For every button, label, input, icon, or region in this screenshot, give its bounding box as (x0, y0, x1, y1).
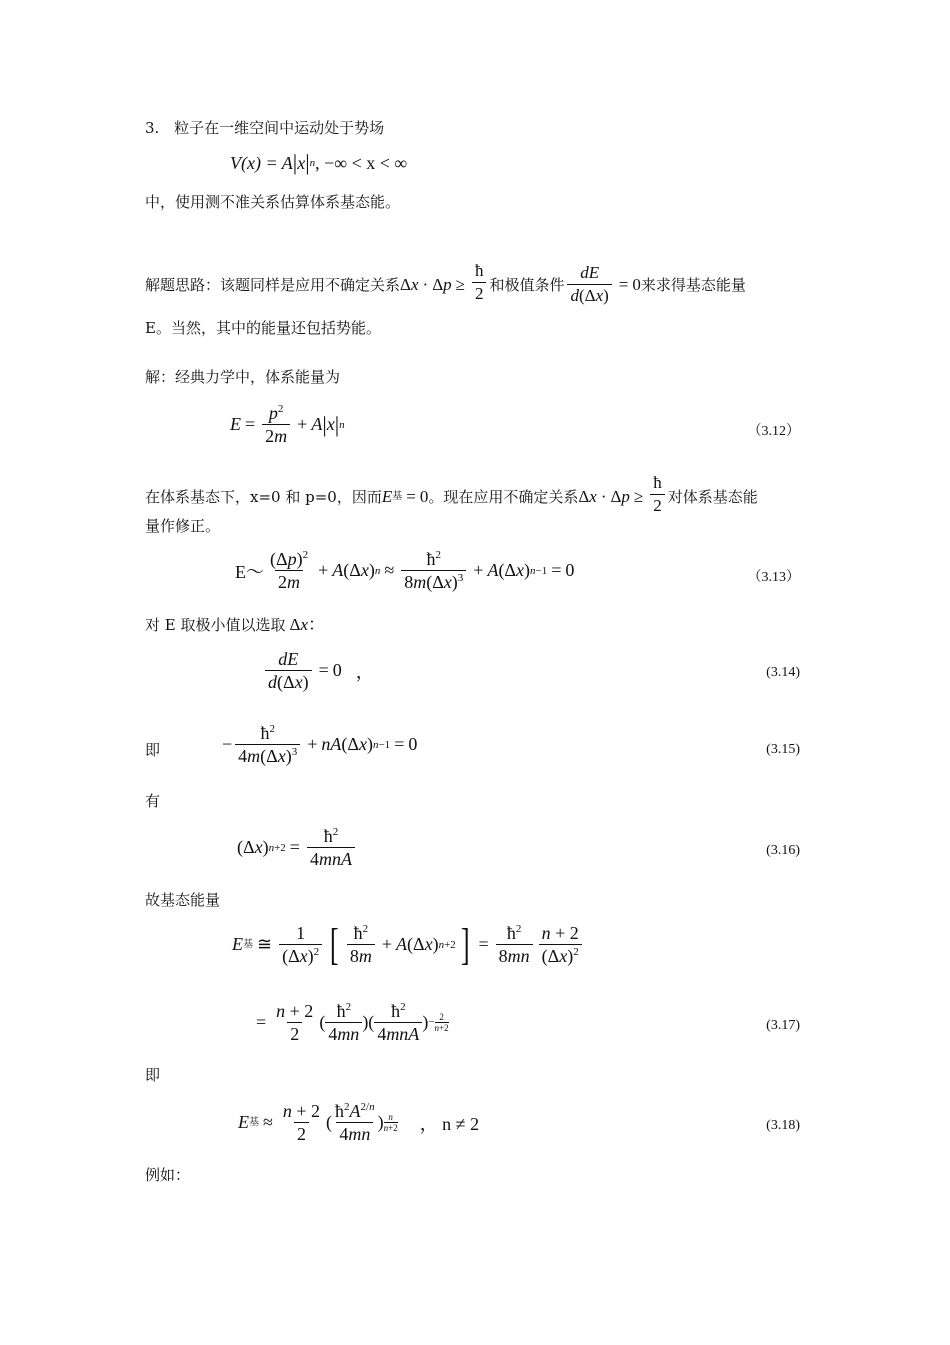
approach-line2: E。当然，其中的能量还包括势能。 (145, 319, 381, 337)
potential-lhs: V(x) = A (230, 152, 293, 173)
eqnum-3-17: (3.17) (766, 1018, 800, 1033)
uncertainty-relation-2: Δ x · Δ p ≥ $\frac{ħ}{2}$ (578, 476, 667, 517)
equation-3-12: E = $\frac{p^2}{2m}$ + A | x | n (230, 403, 345, 446)
approach-text3: 来求得基态能量 (640, 275, 746, 294)
ground-state-line2: 量作修正。 (145, 517, 221, 535)
eqnum-3-12: （3.12） (747, 424, 800, 439)
uncertainty-relation: Δ x · Δ p ≥ $\frac{ħ}{2}$ (400, 264, 489, 305)
eqnum-3-13: （3.13） (747, 570, 800, 585)
problem-number: 3. (145, 119, 160, 137)
eqnum-3-14: (3.14) (766, 665, 800, 680)
eqnum-3-16: (3.16) (766, 843, 800, 858)
equation-3-17b: = $\frac{n + 2}{2}$ ( $\frac{ħ^2}{4mn}$ )( $\frac{ħ^2}{\text{4mnA}}$ ) − $\frac{2}{n+2}$ (256, 1001, 449, 1044)
ground-state-text1: 在体系基态下，x=0 和 p=0，因而 (145, 487, 382, 506)
comma: ， (355, 661, 374, 682)
gu-label: 故基态能量 (145, 891, 221, 909)
problem-task: 中，使用测不准关系估算体系基态能。 (145, 193, 401, 211)
ground-energy-zero: E 基 = 0 (381, 486, 429, 506)
eqnum-3-18: (3.18) (766, 1118, 800, 1133)
approach-label: 解题思路： (145, 275, 221, 294)
minimize-text: 对 E 取极小值以选取 (145, 616, 286, 634)
extremum-condition: $\frac{dE}{d(\Delta x)}$ = 0 (564, 262, 640, 307)
equation-3-15: − $\frac{ħ^2}{4m(\Delta x)^3}$ + nA (Δ x ) n−1 = 0 (222, 723, 418, 766)
ji-label-2: 即 (145, 1066, 161, 1084)
ji-label-1: 即 (145, 741, 161, 759)
ground-state-paragraph (145, 473, 758, 517)
n-neq-2: ， n ≠ 2 (419, 1113, 480, 1134)
you-label: 有 (145, 792, 161, 810)
approach-text1: 该题同样是应用不确定关系 (220, 275, 401, 294)
approach-paragraph (145, 262, 746, 307)
potential-range: , −∞ < x < ∞ (315, 152, 408, 173)
equation-3-13: E～ $\frac{(\Delta p)^2}{2m}$ + A (Δ x ) n ≈ $\frac{ħ^2}{8m(\Delta x)^3}$ + A (Δ x ) n−1 = 0 (235, 549, 575, 592)
minimize-paragraph: 对 E 取极小值以选取 Δ x ： (145, 615, 325, 634)
ground-state-text2: 。现在应用不确定关系 (428, 487, 579, 506)
equation-3-17a: E 基 ≅ $\frac{1}{(\Delta x)^2}$ [ $\frac{ħ^2}{8m}$ + A (Δ x ) n+2 ] = $\frac{ħ^2}{8mn}$ $\frac{n + 2}{(\Delta x)^2}$ (232, 922, 585, 967)
equation-3-14: $\frac{dE}{d(\Delta x)}$ = 0 ， (262, 648, 374, 693)
liru-label: 例如： (145, 1166, 191, 1184)
approach-text2: 和极值条件 (489, 275, 565, 294)
eqnum-3-15: (3.15) (766, 742, 800, 757)
equation-3-18: E 基 ≈ $\frac{n + 2}{2}$ ( $\frac{ħ^2A^{2/n}}{4mn}$ ) $\frac{n}{n+2}$ ， n ≠ 2 (238, 1101, 480, 1144)
solution-intro: 解：经典力学中，体系能量为 (145, 368, 341, 386)
potential-equation: V(x) = A | x | n , −∞ < x < ∞ (230, 150, 408, 175)
problem-intro: 粒子在一维空间中运动处于势场 (174, 119, 385, 137)
ground-state-text3: 对体系基态能 (667, 487, 758, 506)
problem-statement (145, 118, 384, 138)
equation-3-16: (Δ x ) n+2 = $\frac{ħ^2}{\text{4mnA}}$ (237, 825, 358, 870)
